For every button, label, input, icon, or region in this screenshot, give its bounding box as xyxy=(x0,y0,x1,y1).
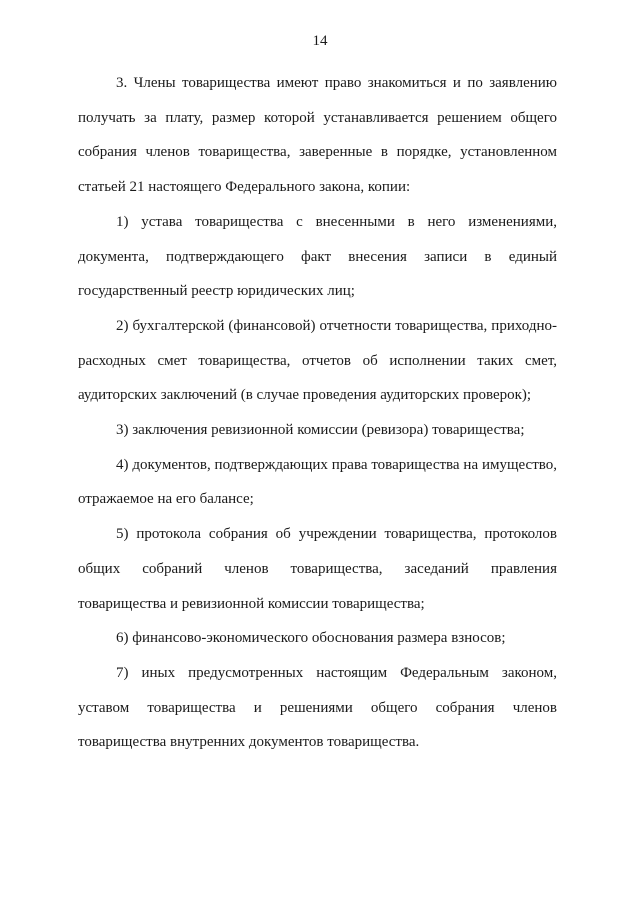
paragraph-item-5: 5) протокола собрания об учреждении товарищества, протоколов общих собраний членов товарищества, заседаний правления товарищества и ревизионной комиссии товарищества; xyxy=(78,526,557,612)
paragraph-clause-3: 3. Члены товарищества имеют право знакомиться и по заявлению получать за плату, размер которой устанавливается решением общего собрания членов товарищества, заверенные в порядке, установленном статьей 21 настоящего Федерального закона, копии: xyxy=(78,75,557,196)
document-body xyxy=(78,66,557,760)
paragraph-item-2: 2) бухгалтерской (финансовой) отчетности товарищества, приходно-расходных смет товарищества, отчетов об исполнении таких смет, аудиторских заключений (в случае проведения аудиторских проверок); xyxy=(78,317,557,404)
paragraph-item-4: 4) документов, подтверждающих права товарищества на имущество, отражаемое на его балансе; xyxy=(78,456,557,508)
paragraph-item-7: 7) иных предусмотренных настоящим Федеральным законом, уставом товарищества и решениями общего собрания членов товарищества внутренних документов товарищества. xyxy=(78,664,557,751)
paragraph-item-6: 6) финансово-экономического обоснования размера взносов; xyxy=(116,630,506,647)
page-number: 14 xyxy=(312,33,328,49)
paragraph-item-1: 1) устава товарищества с внесенными в него изменениями, документа, подтверждающего факт внесения записи в единый государственный реестр юридических лиц; xyxy=(78,213,557,300)
paragraph-item-3: 3) заключения ревизионной комиссии (ревизора) товарищества; xyxy=(116,422,525,439)
